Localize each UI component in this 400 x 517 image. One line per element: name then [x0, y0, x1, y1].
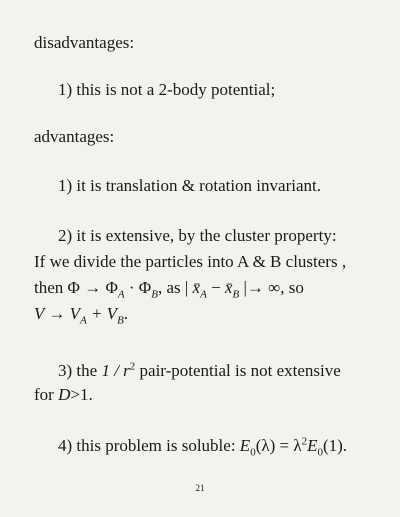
- math-v: V → V: [34, 304, 80, 323]
- math-dot-phi: · Φ: [124, 278, 152, 297]
- subscript-B: B: [151, 288, 158, 301]
- math-one-over-r: 1 / r: [101, 361, 130, 380]
- advantage-item-4: [58, 435, 348, 459]
- superscript-2-b: 2: [301, 435, 308, 448]
- math-phi: Φ → Φ: [67, 278, 118, 297]
- math-xbar-a: x̄: [192, 278, 201, 297]
- text-greater-than-one: >1.: [70, 385, 93, 404]
- subscript-A: A: [117, 288, 125, 301]
- math-plus-v: + V: [86, 304, 118, 323]
- text-soluble: 4) this problem is soluble:: [58, 436, 240, 455]
- advantage-item-3-line-2: [34, 385, 93, 405]
- superscript-2: 2: [129, 360, 136, 373]
- subscript-0-b: 0: [317, 446, 323, 459]
- text-so: |→ ∞, so: [239, 278, 304, 297]
- disadvantage-item-1: 1) this is not a 2-body potential;: [58, 80, 276, 99]
- subscript-B-3: B: [117, 314, 124, 327]
- math-d: D: [58, 385, 71, 404]
- subscript-A-2: A: [200, 288, 207, 301]
- subscript-A-3: A: [79, 314, 87, 327]
- advantage-item-3-line-1: [58, 361, 341, 381]
- text-then: then: [34, 278, 68, 297]
- math-minus: −: [206, 278, 225, 297]
- period: .: [123, 304, 129, 323]
- math-lambda: (λ) = λ: [255, 436, 302, 455]
- text-for: for: [34, 385, 59, 404]
- page-number: 21: [195, 483, 205, 493]
- text-pair-potential: pair-potential is not extensive: [135, 361, 341, 380]
- text-the: 3) the: [58, 361, 102, 380]
- advantage-item-2-line-4: [34, 304, 129, 327]
- math-one: (1).: [322, 436, 348, 455]
- advantage-item-2-line-2: If we divide the particles into A & B clusters ,: [34, 252, 347, 271]
- text-as: , as |: [157, 278, 193, 297]
- math-e-2: E: [307, 436, 318, 455]
- advantage-item-1: 1) it is translation & rotation invariant.: [58, 176, 321, 195]
- subscript-B-2: B: [232, 288, 240, 301]
- disadvantages-heading: disadvantages:: [34, 33, 135, 52]
- math-xbar-b: x̄: [224, 278, 233, 297]
- advantage-item-2-line-1: 2) it is extensive, by the cluster property:: [58, 226, 337, 245]
- math-e: E: [239, 436, 251, 455]
- subscript-0: 0: [250, 446, 256, 459]
- advantage-item-2-line-3: [34, 278, 304, 301]
- advantages-heading: advantages:: [34, 127, 115, 146]
